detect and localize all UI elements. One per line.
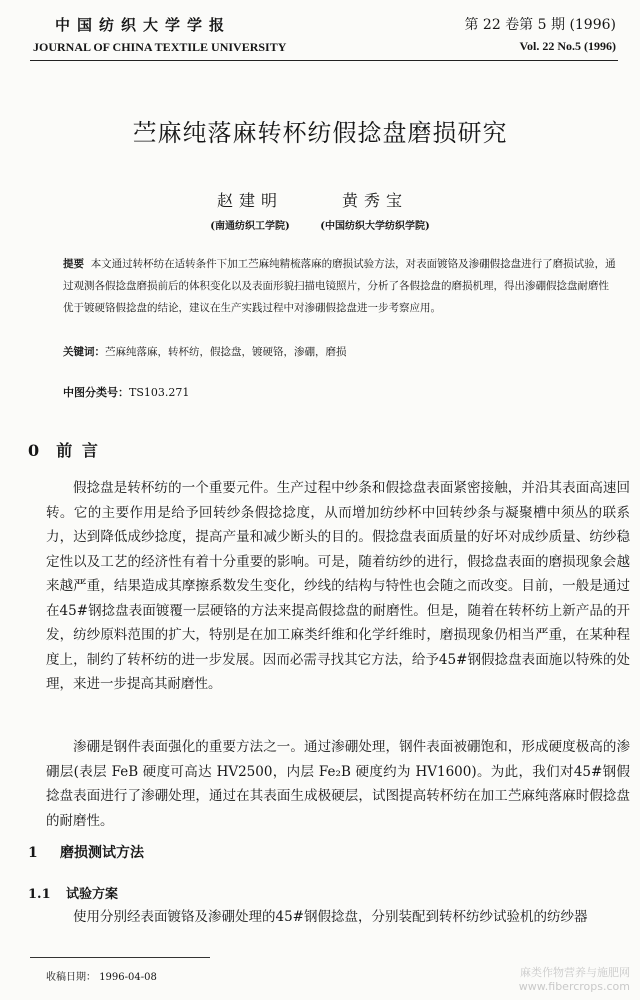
body-paragraph-1: 假捻盘是转杯纺的一个重要元件。生产过程中纱条和假捻盘表面紧密接触，并沿其表面高速回转。它的主要作用是给予回转纱条假捻捻度，从而增加纺纱杯中回转纱条与凝聚槽中须丛的联系力，达到降低成纱捻度，提高产量和减少断头的目的。假捻盘表面质量的好坏对成纱质量、纺纱稳定性以及工艺的经济性有着十分重要的影响。可是，随着纺纱的进行，假捻盘表面的磨损现象会越来越严重，结果造成其摩擦系数发生变化，纱线的结构与特性也会随之而改变。目前，一般是通过在45#钢捻盘表面镀覆一层硬铬的方法来提高假捻盘的耐磨性。但是，随着在转杯纺上新产品的开发，纺纱原料范围的扩大，特别是在加工麻类纤维和化学纤维时，磨损现象仍相当严重，在某种程度上，制约了转杯纺的进一步发展。因而必需寻找其它方法，给予45#钢假捻盘表面施以特殊的处理，来进一步提高其耐磨性。 (46, 480, 630, 692)
section-heading-preface (28, 438, 100, 461)
keywords (63, 344, 347, 359)
section-heading-method (28, 842, 144, 862)
footnote-rule (30, 957, 210, 958)
author-2 (310, 188, 440, 232)
keywords-text: 苎麻纯落麻，转杯纺，假捻盘，镀硬铬，渗硼，磨损 (105, 346, 347, 358)
journal-header (33, 14, 286, 55)
abstract (63, 253, 616, 319)
classification-label: 中图分类号： (63, 386, 129, 399)
abstract-text: 本文通过转杯纺在适转条件下加工苎麻纯精梳落麻的磨损试验方法，对表面镀铬及渗硼假捻盘进行了磨损试验，通过观测各假捻盘磨损前后的体积变化以及表面形貌扫描电镜照片，分析了各假捻盘的磨损机理，得出渗硼假捻盘耐磨性优于镀硬铬假捻盘的结论，建议在生产实践过程中对渗硼假捻盘进一步考察应用。 (63, 258, 616, 314)
body-paragraph-2: 渗硼是钢件表面强化的重要方法之一。通过渗硼处理，钢件表面被硼饱和，形成硬度极高的渗硼层(表层 FeB 硬度可高达 HV2500，内层 Fe₂B 硬度约为 HV1600)。为此，我们对45#钢假捻盘表面进行了渗硼处理，通过在其表面生成极硬层，试图提高转杯纺在加工苎麻纯落麻时假捻盘的耐磨性。 (46, 739, 630, 829)
classification-number (63, 384, 189, 400)
issue-info (464, 14, 616, 54)
classification-text: TS103.271 (129, 386, 190, 399)
section-title: 前 言 (56, 441, 100, 460)
subsection-number: 1.1 (28, 887, 51, 902)
author-name: 赵建明 (216, 191, 283, 210)
watermark-url: www.fibercrops.com (518, 980, 630, 993)
received-date (46, 968, 157, 983)
author-1 (200, 188, 300, 232)
issue-en: Vol. 22 No.5 (1996) (519, 39, 616, 53)
keywords-label: 关键词： (63, 346, 105, 358)
abstract-label: 提要 (63, 258, 84, 270)
author-affiliation: (南通纺织工学院) (210, 221, 290, 232)
author-affiliation: (中国纺织大学纺织学院) (320, 221, 430, 232)
subsection-title: 试验方案 (66, 887, 119, 902)
paper-title: 苎麻纯落麻转杯纺假捻盘磨损研究 (132, 119, 508, 147)
header-rule (30, 60, 618, 61)
subsection-heading-scheme (28, 883, 118, 902)
watermark-cn: 麻类作物营养与施肥网 (520, 966, 630, 979)
issue-cn: 第 22 卷第 5 期 (1996) (464, 17, 616, 33)
journal-title-en: JOURNAL OF CHINA TEXTILE UNIVERSITY (33, 40, 287, 54)
received-value: 1996-04-08 (99, 972, 157, 983)
watermark (519, 966, 630, 994)
author-name: 黄秀宝 (341, 191, 408, 210)
body-paragraph-3: 使用分别经表面镀铬及渗硼处理的45#钢假捻盘，分别装配到转杯纺纱试验机的纺纱器 (73, 909, 588, 925)
section-number: 1 (28, 845, 38, 861)
journal-title-cn: 中国纺织大学学报 (55, 16, 232, 34)
received-label: 收稿日期： (46, 972, 96, 983)
section-number: 0 (28, 441, 42, 460)
section-title: 磨损测试方法 (60, 845, 144, 861)
